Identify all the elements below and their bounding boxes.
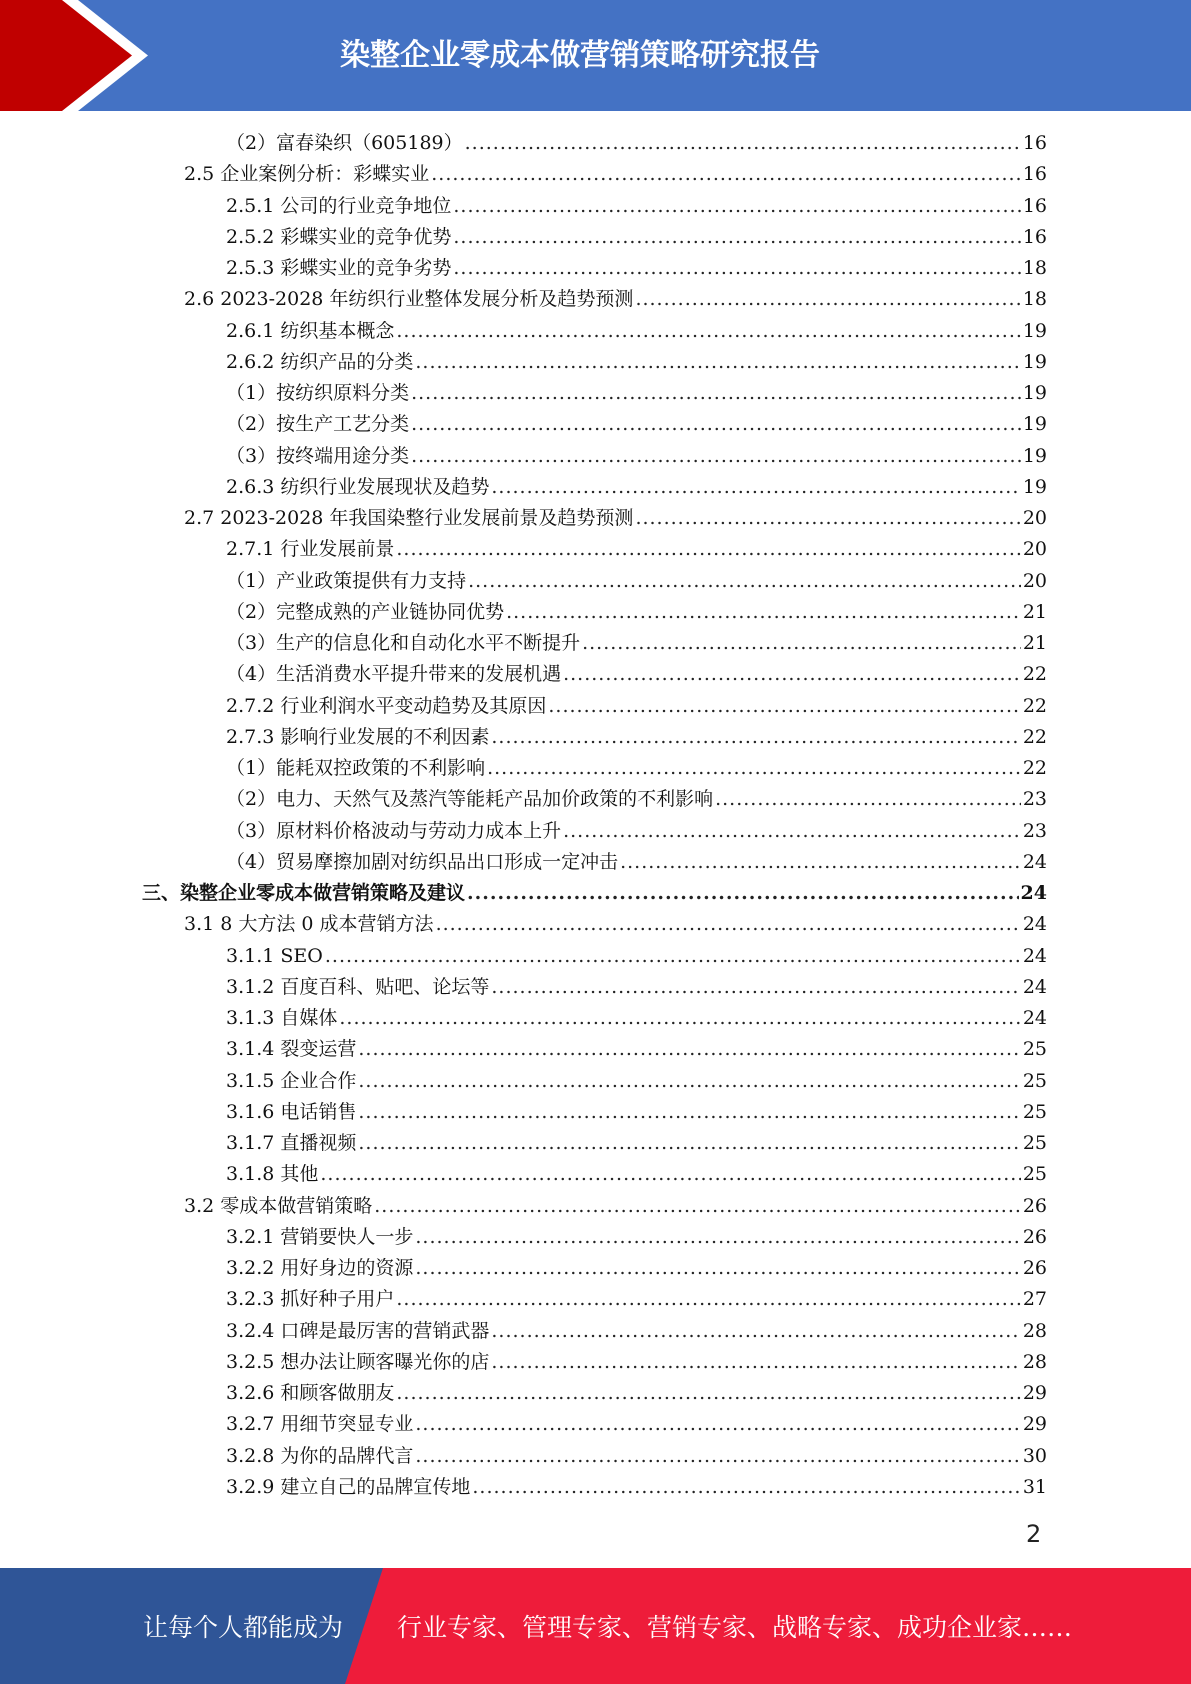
toc-entry-title: 三、染整企业零成本做营销策略及建议 (142, 882, 466, 904)
toc-entry-title: 3.1.8 其他 (226, 1163, 319, 1186)
toc-entry-page: 19 (1022, 319, 1047, 342)
toc-dot-leader (325, 941, 1021, 972)
toc-entry-title: 3.1.6 电话销售 (226, 1100, 357, 1123)
toc-entry[interactable] (0, 503, 1191, 534)
toc-dot-leader (453, 222, 1020, 253)
toc-entry-page: 19 (1022, 475, 1047, 498)
toc-entry-title: 2.6.3 纺织行业发展现状及趋势 (226, 475, 490, 498)
page-header (0, 0, 1191, 111)
toc-entry-page: 23 (1022, 788, 1047, 811)
toc-entry-title: 3.1.5 企业合作 (226, 1069, 357, 1092)
toc-entry[interactable] (0, 753, 1191, 784)
toc-entry-title: 3.1.7 直播视频 (226, 1132, 357, 1154)
toc-entry-title: 3.1 8 大方法 0 成本营销方法 (184, 913, 434, 936)
toc-dot-leader (491, 722, 1020, 753)
toc-entry-title: （1）按纺织原料分类 (226, 382, 410, 404)
toc-dot-leader (431, 159, 1021, 190)
toc-dot-leader (415, 1409, 1020, 1440)
toc-entry-title: 3.2.5 想办法让顾客曝光你的店 (226, 1350, 490, 1373)
toc-dot-leader (396, 1284, 1020, 1315)
toc-entry[interactable] (0, 1347, 1191, 1378)
toc-entry[interactable] (0, 972, 1191, 1003)
toc-entry[interactable] (0, 597, 1191, 628)
toc-entry-page: 18 (1022, 257, 1047, 279)
toc-entry-title: 2.5.3 彩蝶实业的竞争劣势 (226, 257, 452, 279)
toc-dot-leader (396, 534, 1020, 565)
toc-entry-page: 20 (1022, 507, 1047, 529)
toc-entry-page: 25 (1022, 1163, 1047, 1186)
toc-dot-leader (635, 284, 1020, 315)
toc-entry-page: 16 (1022, 132, 1047, 154)
toc-entry-page: 19 (1022, 444, 1047, 467)
table-of-contents (0, 128, 1191, 1503)
toc-entry-title: 3.1.2 百度百科、贴吧、论坛等 (226, 975, 490, 998)
toc-entry-page: 27 (1022, 1288, 1047, 1311)
toc-entry-title: （3）按终端用途分类 (226, 444, 410, 467)
toc-dot-leader (358, 1034, 1020, 1065)
toc-dot-leader (563, 659, 1021, 690)
toc-entry-page: 22 (1022, 725, 1047, 748)
toc-entry-title: 3.2.9 建立自己的品牌宣传地 (226, 1475, 471, 1498)
toc-dot-leader (582, 628, 1021, 659)
toc-dot-leader (491, 1316, 1020, 1347)
toc-entry[interactable] (0, 909, 1191, 940)
toc-entry[interactable] (0, 1066, 1191, 1097)
toc-dot-leader (374, 1191, 1021, 1222)
toc-entry[interactable] (0, 659, 1191, 690)
toc-entry[interactable] (0, 722, 1191, 753)
footer-slogan-right: 行业专家、管理专家、营销专家、战略专家、成功企业家…… (397, 1613, 1073, 1642)
toc-entry-page: 24 (1022, 975, 1047, 998)
toc-entry-page: 19 (1022, 382, 1047, 404)
toc-dot-leader (358, 1097, 1020, 1128)
toc-dot-leader (415, 1253, 1020, 1284)
toc-entry-page: 21 (1022, 600, 1047, 623)
toc-entry-page: 20 (1022, 538, 1047, 561)
toc-entry-page: 16 (1022, 194, 1047, 217)
toc-entry-page: 22 (1022, 663, 1047, 686)
toc-dot-leader (339, 1003, 1020, 1034)
toc-dot-leader (411, 378, 1021, 409)
toc-entry-title: 3.1.4 裂变运营 (226, 1038, 357, 1061)
toc-dot-leader (635, 503, 1020, 534)
toc-entry-title: 2.7.2 行业利润水平变动趋势及其原因 (226, 694, 547, 717)
toc-entry[interactable] (0, 253, 1191, 284)
toc-entry-title: （2）按生产工艺分类 (226, 413, 410, 436)
toc-dot-leader (491, 472, 1020, 503)
toc-entry-page: 31 (1022, 1475, 1047, 1498)
toc-entry[interactable] (0, 1441, 1191, 1472)
toc-entry-page: 24 (1022, 944, 1047, 967)
toc-entry-title: 2.6.2 纺织产品的分类 (226, 350, 414, 373)
toc-entry[interactable] (0, 691, 1191, 722)
toc-entry[interactable] (0, 347, 1191, 378)
toc-dot-leader (620, 847, 1021, 878)
toc-entry-title: 2.7.1 行业发展前景 (226, 538, 395, 561)
toc-entry-page: 26 (1022, 1194, 1047, 1217)
toc-entry-page: 24 (1022, 913, 1047, 936)
toc-entry-page: 25 (1022, 1132, 1047, 1154)
toc-entry-title: 3.2.7 用细节突显专业 (226, 1413, 414, 1436)
toc-entry[interactable] (0, 628, 1191, 659)
toc-entry-page: 21 (1022, 632, 1047, 654)
toc-entry[interactable] (0, 847, 1191, 878)
toc-entry-title: 2.5.1 公司的行业竞争地位 (226, 194, 452, 217)
header-title: 染整企业零成本做营销策略研究报告 (340, 38, 820, 73)
toc-entry[interactable] (0, 128, 1191, 159)
toc-dot-leader (468, 566, 1021, 597)
toc-entry[interactable] (0, 316, 1191, 347)
toc-entry[interactable] (0, 378, 1191, 409)
toc-entry-page: 16 (1022, 163, 1047, 186)
toc-entry[interactable] (0, 566, 1191, 597)
toc-dot-leader (487, 753, 1021, 784)
toc-entry[interactable] (0, 941, 1191, 972)
toc-entry-title: 2.6 2023-2028 年纺织行业整体发展分析及趋势预测 (184, 288, 634, 311)
toc-entry[interactable] (0, 1222, 1191, 1253)
toc-entry[interactable] (0, 1191, 1191, 1222)
toc-entry[interactable] (0, 284, 1191, 315)
toc-entry[interactable] (0, 784, 1191, 815)
toc-dot-leader (453, 253, 1020, 284)
toc-entry-page: 18 (1022, 288, 1047, 311)
toc-dot-leader (506, 597, 1021, 628)
toc-entry-page: 25 (1022, 1038, 1047, 1061)
toc-entry-title: 3.2.8 为你的品牌代言 (226, 1444, 414, 1467)
page-footer (0, 1568, 1191, 1684)
toc-dot-leader (358, 1066, 1020, 1097)
toc-entry[interactable] (0, 1472, 1191, 1503)
toc-dot-leader (396, 1378, 1020, 1409)
toc-entry-title: （3）生产的信息化和自动化水平不断提升 (226, 632, 581, 654)
toc-entry-title: 2.7 2023-2028 年我国染整行业发展前景及趋势预测 (184, 507, 634, 529)
toc-entry-page: 24 (1020, 882, 1047, 904)
toc-entry-title: （3）原材料价格波动与劳动力成本上升 (226, 819, 562, 842)
toc-entry[interactable] (0, 409, 1191, 440)
toc-entry[interactable] (0, 1097, 1191, 1128)
toc-entry-title: 2.7.3 影响行业发展的不利因素 (226, 725, 490, 748)
toc-entry-page: 28 (1022, 1350, 1047, 1373)
toc-entry-page: 22 (1022, 694, 1047, 717)
toc-entry[interactable] (0, 222, 1191, 253)
toc-entry-title: 3.1.1 SEO (226, 944, 323, 967)
toc-dot-leader (415, 347, 1020, 378)
toc-dot-leader (453, 191, 1020, 222)
toc-entry-page: 20 (1022, 569, 1047, 592)
toc-dot-leader (715, 784, 1021, 815)
toc-entry[interactable] (0, 159, 1191, 190)
toc-entry-title: 2.5 企业案例分析：彩蝶实业 (184, 163, 430, 186)
toc-entry[interactable] (0, 1253, 1191, 1284)
toc-entry-title: （4）生活消费水平提升带来的发展机遇 (226, 663, 562, 686)
toc-entry-page: 25 (1022, 1069, 1047, 1092)
toc-entry[interactable] (0, 1316, 1191, 1347)
toc-dot-leader (467, 878, 1019, 909)
toc-entry-page: 29 (1022, 1382, 1047, 1404)
toc-entry-title: （1）产业政策提供有力支持 (226, 569, 467, 592)
page-number: 2 (1026, 1520, 1042, 1548)
toc-entry-page: 30 (1022, 1444, 1047, 1467)
toc-dot-leader (465, 128, 1021, 159)
toc-dot-leader (491, 972, 1020, 1003)
toc-entry-page: 26 (1022, 1225, 1047, 1248)
toc-entry-title: 3.1.3 自媒体 (226, 1007, 338, 1029)
toc-entry-page: 29 (1022, 1413, 1047, 1436)
toc-dot-leader (411, 441, 1021, 472)
toc-entry[interactable] (0, 1159, 1191, 1190)
toc-entry[interactable] (0, 1284, 1191, 1315)
toc-dot-leader (415, 1441, 1020, 1472)
toc-entry-title: （2）富春染织（605189） (226, 132, 463, 154)
toc-dot-leader (436, 909, 1021, 940)
toc-entry[interactable] (0, 1409, 1191, 1440)
toc-entry-title: 3.2.6 和顾客做朋友 (226, 1382, 395, 1404)
toc-entry-page: 24 (1022, 1007, 1047, 1029)
toc-entry-page: 23 (1022, 819, 1047, 842)
toc-dot-leader (358, 1128, 1020, 1159)
toc-dot-leader (491, 1347, 1020, 1378)
toc-entry-title: 3.2 零成本做营销策略 (184, 1194, 373, 1217)
toc-entry-title: 3.2.2 用好身边的资源 (226, 1257, 414, 1279)
toc-entry[interactable] (0, 816, 1191, 847)
toc-dot-leader (415, 1222, 1020, 1253)
toc-entry[interactable] (0, 472, 1191, 503)
toc-dot-leader (411, 409, 1021, 440)
toc-entry-title: （2）电力、天然气及蒸汽等能耗产品加价政策的不利影响 (226, 788, 714, 811)
toc-entry-page: 28 (1022, 1319, 1047, 1342)
toc-entry[interactable] (0, 1128, 1191, 1159)
toc-entry-title: 2.6.1 纺织基本概念 (226, 319, 395, 342)
toc-entry[interactable] (0, 1378, 1191, 1409)
toc-entry-title: （2）完整成熟的产业链协同优势 (226, 600, 505, 623)
footer-slogan-left: 让每个人都能成为 (143, 1613, 344, 1642)
toc-entry-page: 19 (1022, 350, 1047, 373)
toc-entry-title: 3.2.1 营销要快人一步 (226, 1225, 414, 1248)
toc-entry-page: 19 (1022, 413, 1047, 436)
toc-entry[interactable] (0, 534, 1191, 565)
toc-entry[interactable] (0, 441, 1191, 472)
toc-entry-title: （4）贸易摩擦加剧对纺织品出口形成一定冲击 (226, 850, 619, 873)
toc-entry[interactable] (0, 878, 1191, 909)
toc-dot-leader (396, 316, 1020, 347)
toc-dot-leader (472, 1472, 1020, 1503)
toc-dot-leader (548, 691, 1020, 722)
toc-entry-page: 26 (1022, 1257, 1047, 1279)
toc-entry-title: 2.5.2 彩蝶实业的竞争优势 (226, 225, 452, 248)
toc-entry-title: 3.2.3 抓好种子用户 (226, 1288, 395, 1311)
toc-entry-title: 3.2.4 口碑是最厉害的营销武器 (226, 1319, 490, 1342)
toc-entry-page: 25 (1022, 1100, 1047, 1123)
toc-entry[interactable] (0, 191, 1191, 222)
toc-dot-leader (563, 816, 1021, 847)
toc-entry[interactable] (0, 1003, 1191, 1034)
toc-entry[interactable] (0, 1034, 1191, 1065)
toc-entry-page: 24 (1022, 850, 1047, 873)
header-arrow-decoration (0, 0, 160, 111)
toc-entry-page: 16 (1022, 225, 1047, 248)
toc-entry-title: （1）能耗双控政策的不利影响 (226, 757, 486, 779)
toc-entry-page: 22 (1022, 757, 1047, 779)
toc-dot-leader (320, 1159, 1020, 1190)
